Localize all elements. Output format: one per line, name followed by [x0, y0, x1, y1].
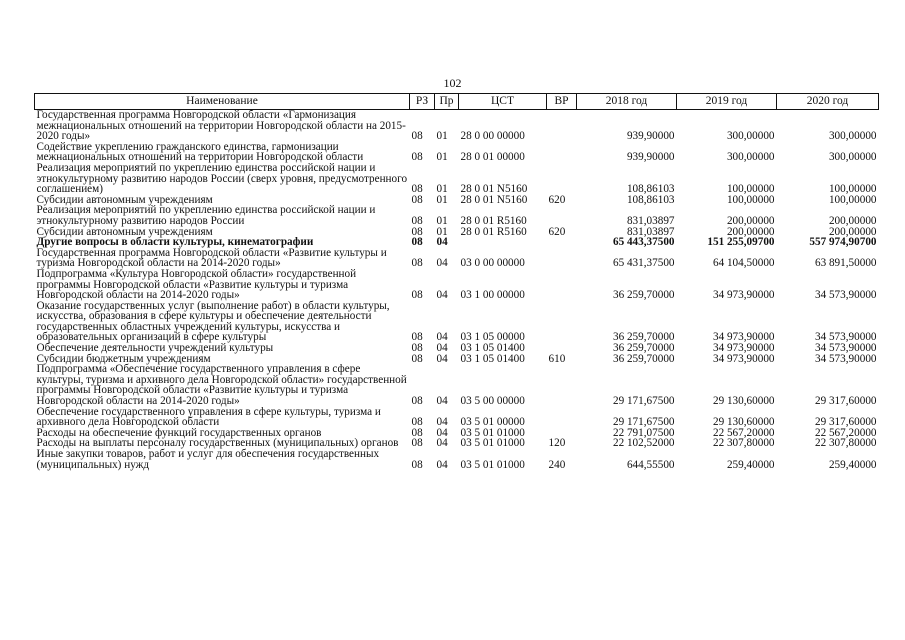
cell-rz: 08 — [411, 193, 423, 206]
cell-vr — [547, 364, 577, 406]
cell-2020: 200,00000 — [828, 214, 877, 227]
cell-cst: 03 1 05 00000 — [460, 331, 525, 344]
page-number: 102 — [443, 76, 462, 90]
cell-vr — [547, 110, 577, 142]
cell-cst: 28 0 01 R5160 — [460, 225, 527, 238]
cell-2020: 34 573,90000 — [814, 289, 877, 302]
cell-2019: 200,00000 — [726, 225, 775, 238]
cell-2018: 831,03897 — [626, 214, 675, 227]
header-2018: 2018 год — [577, 94, 677, 110]
cell-rz: 08 — [411, 352, 423, 365]
cell-pr: 01 — [436, 130, 448, 143]
cell-2019: 64 104,50000 — [712, 257, 775, 270]
table-row — [35, 205, 879, 226]
cell-name: Обеспечение государственного управления в сфере культуры, туризма и архивного дела Новгородской области — [36, 405, 381, 429]
cell-name: Иные закупки товаров, работ и услуг для обеспечения государственных (муниципальных) нужд — [36, 448, 380, 471]
cell-2020: 63 891,50000 — [814, 257, 877, 270]
cell-pr: 04 — [436, 289, 448, 302]
cell-vr — [547, 163, 577, 195]
cell-2018: 108,86103 — [626, 193, 675, 206]
cell-vr — [547, 142, 577, 163]
cell-vr — [547, 407, 577, 428]
cell-2019: 300,00000 — [726, 151, 775, 164]
cell-pr: 04 — [436, 331, 448, 344]
cell-cst: 28 0 01 N5160 — [460, 183, 528, 196]
cell-name: Реализация мероприятий по укреплению единства российской нации и этнокультурному развитию народов России — [36, 204, 376, 227]
cell-2018: 22 102,52000 — [612, 437, 675, 450]
cell-2018: 939,90000 — [626, 130, 675, 143]
cell-vr: 620 — [548, 193, 566, 206]
cell-name: Оказание государственных услуг (выполнение работ) в области культуры, искусства, образования в сфере культуры и обеспечение деятельности государственных областных учреждений культуры, искусства и образовательных организаций в сфере культуры — [36, 299, 390, 344]
cell-pr: 04 — [436, 352, 448, 365]
cell-rz: 08 — [411, 331, 423, 344]
cell-rz: 08 — [411, 416, 423, 429]
cell-vr — [547, 269, 577, 301]
cell-cst — [459, 237, 547, 248]
cell-2020: 29 317,60000 — [814, 416, 877, 429]
cell-2020: 34 573,90000 — [814, 352, 877, 365]
header-2020: 2020 год — [777, 94, 879, 110]
cell-2020: 200,00000 — [828, 225, 877, 238]
cell-2018: 939,90000 — [626, 151, 675, 164]
cell-pr: 01 — [436, 151, 448, 164]
cell-rz: 08 — [411, 236, 423, 249]
header-2019: 2019 год — [677, 94, 777, 110]
cell-cst: 03 1 05 01400 — [460, 342, 525, 355]
cell-2019: 29 130,60000 — [712, 416, 775, 429]
cell-cst: 03 1 05 01400 — [460, 352, 525, 365]
cell-2018: 29 171,67500 — [612, 395, 675, 408]
header-row — [35, 94, 879, 110]
cell-2018: 36 259,70000 — [612, 342, 675, 355]
cell-pr: 01 — [436, 183, 448, 196]
cell-pr: 01 — [436, 214, 448, 227]
cell-2019: 100,00000 — [726, 193, 775, 206]
cell-pr: 04 — [436, 395, 448, 408]
cell-2018: 36 259,70000 — [612, 352, 675, 365]
cell-2019: 100,00000 — [726, 183, 775, 196]
cell-name: Субсидии автономным учреждениям — [36, 193, 213, 206]
table-row — [35, 407, 879, 428]
cell-cst: 03 5 01 01000 — [460, 437, 525, 450]
header-rz: РЗ — [410, 94, 435, 110]
cell-rz: 08 — [411, 130, 423, 143]
cell-name: Содействие укреплению гражданского единства, гармонизации межнациональных отношений на территории Новгородской области — [36, 140, 364, 164]
cell-rz: 08 — [411, 458, 423, 471]
cell-vr: 240 — [548, 458, 566, 471]
header-cst: ЦСТ — [459, 94, 547, 110]
cell-name: Расходы на выплаты персоналу государственных (муниципальных) органов — [36, 437, 399, 450]
cell-pr: 04 — [436, 458, 448, 471]
cell-2020: 557 974,90700 — [809, 236, 877, 249]
cell-rz: 08 — [411, 151, 423, 164]
table-row — [35, 301, 879, 343]
cell-2018: 644,55500 — [626, 458, 675, 471]
cell-cst: 28 0 01 R5160 — [460, 214, 527, 227]
table-header — [35, 94, 879, 110]
cell-name: Реализация мероприятий по укреплению единства российской нации и этнокультурному развитию народов России (сверх уровня, предусмотренного соглашением) — [36, 161, 408, 196]
cell-rz: 08 — [411, 426, 423, 439]
cell-vr — [547, 301, 577, 343]
cell-2020: 22 307,80000 — [814, 437, 877, 450]
cell-pr: 01 — [436, 193, 448, 206]
header-vr: ВР — [547, 94, 577, 110]
cell-2020: 29 317,60000 — [814, 395, 877, 408]
cell-cst: 03 5 01 00000 — [460, 416, 525, 429]
cell-name: Субсидии автономным учреждениям — [36, 225, 213, 238]
cell-pr: 01 — [436, 225, 448, 238]
cell-vr — [547, 248, 577, 269]
cell-rz: 08 — [411, 183, 423, 196]
cell-name: Расходы на обеспечение функций государственных органов — [36, 426, 322, 439]
cell-2020: 34 573,90000 — [814, 342, 877, 355]
cell-vr — [547, 237, 577, 248]
cell-pr: 04 — [436, 342, 448, 355]
cell-2020: 100,00000 — [828, 183, 877, 196]
cell-2020: 22 567,20000 — [814, 426, 877, 439]
cell-name: Подпрограмма «Культура Новгородской области» государственной программы Новгородской области «Развитие культуры и туризма Новгородской области на 2014-2020 годы» — [36, 267, 357, 302]
cell-2019: 151 255,09700 — [707, 236, 775, 249]
cell-vr — [547, 205, 577, 226]
cell-2019: 34 973,90000 — [712, 331, 775, 344]
cell-vr: 620 — [548, 225, 566, 238]
cell-name: Другие вопросы в области культуры, кинематографии — [36, 236, 314, 249]
cell-2019: 34 973,90000 — [712, 289, 775, 302]
cell-rz: 08 — [411, 214, 423, 227]
cell-name: Обеспечение деятельности учреждений культуры — [36, 342, 274, 355]
cell-2019: 200,00000 — [726, 214, 775, 227]
cell-2019: 22 567,20000 — [712, 426, 775, 439]
cell-cst: 28 0 00 00000 — [460, 130, 525, 143]
cell-2018: 22 791,07500 — [612, 426, 675, 439]
cell-pr: 04 — [436, 236, 448, 249]
cell-2018: 65 431,37500 — [612, 257, 675, 270]
cell-2019: 300,00000 — [726, 130, 775, 143]
cell-pr: 04 — [436, 257, 448, 270]
cell-name: Подпрограмма «Обеспечение государственного управления в сфере культуры, туризма и архивного дела Новгородской области» государственной программы Новгородской области «Развитие культуры и туризма Новгородской области на 2014-2020 годы» — [36, 363, 407, 408]
cell-2019: 29 130,60000 — [712, 395, 775, 408]
header-pr: Пр — [435, 94, 459, 110]
table-body — [35, 110, 879, 471]
cell-cst: 28 0 01 00000 — [460, 151, 525, 164]
cell-pr: 04 — [436, 426, 448, 439]
cell-2018: 108,86103 — [626, 183, 675, 196]
cell-vr: 610 — [548, 352, 566, 365]
cell-pr: 04 — [436, 437, 448, 450]
table-row — [35, 163, 879, 195]
cell-2018: 36 259,70000 — [612, 289, 675, 302]
cell-cst: 03 0 00 00000 — [460, 257, 525, 270]
cell-2018: 65 443,37500 — [612, 236, 675, 249]
cell-2020: 100,00000 — [828, 193, 877, 206]
cell-2020: 300,00000 — [828, 130, 877, 143]
header-name: Наименование — [35, 94, 410, 110]
cell-pr: 04 — [436, 416, 448, 429]
cell-rz: 08 — [411, 437, 423, 450]
cell-cst: 28 0 01 N5160 — [460, 193, 528, 206]
cell-2019: 34 973,90000 — [712, 352, 775, 365]
cell-rz: 08 — [411, 257, 423, 270]
cell-cst: 03 5 01 01000 — [460, 458, 525, 471]
cell-vr: 120 — [548, 437, 566, 450]
table-row — [35, 248, 879, 269]
cell-2020: 34 573,90000 — [814, 331, 877, 344]
cell-name: Субсидии бюджетным учреждениям — [36, 352, 211, 365]
cell-rz: 08 — [411, 225, 423, 238]
table-row — [35, 142, 879, 163]
table-row — [35, 449, 879, 470]
cell-2018: 831,03897 — [626, 225, 675, 238]
cell-2019: 22 307,80000 — [712, 437, 775, 450]
table-row — [35, 269, 879, 301]
cell-2020: 259,40000 — [828, 458, 877, 471]
cell-2019: 34 973,90000 — [712, 342, 775, 355]
cell-rz: 08 — [411, 289, 423, 302]
cell-name: Государственная программа Новгородской области «Развитие культуры и туризма Новгородской области на 2014-2020 годы» — [36, 246, 387, 270]
cell-2019: 259,40000 — [726, 458, 775, 471]
budget-table — [34, 93, 879, 470]
table-row — [35, 110, 879, 142]
cell-cst: 03 5 00 00000 — [460, 395, 525, 408]
cell-rz: 08 — [411, 395, 423, 408]
cell-2018: 29 171,67500 — [612, 416, 675, 429]
cell-rz: 08 — [411, 342, 423, 355]
cell-2018: 36 259,70000 — [612, 331, 675, 344]
cell-cst: 03 1 00 00000 — [460, 289, 525, 302]
cell-2020: 300,00000 — [828, 151, 877, 164]
cell-name: Государственная программа Новгородской области «Гармонизация межнациональных отношений на территории Новгородской области на 2015-2020 годы» — [36, 109, 406, 143]
table-row — [35, 364, 879, 406]
cell-cst: 03 5 01 01000 — [460, 426, 525, 439]
